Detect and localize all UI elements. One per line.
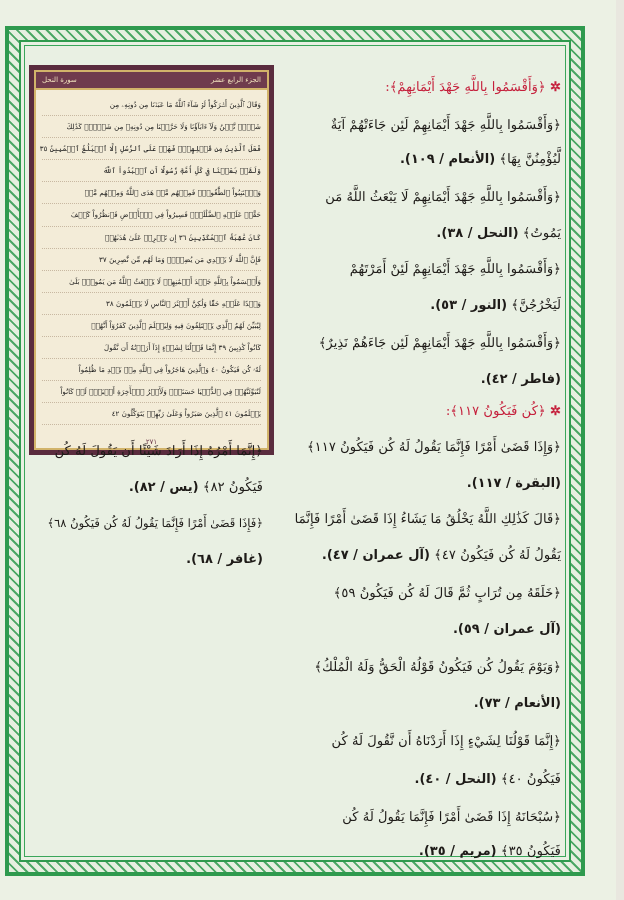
decorative-border [5,26,585,876]
mushaf-line: حَقَّتۡ عَلَيۡهِ ٱلضَّلَٰلَةُۚ فَسِيرُواْ فِي ٱلۡأَرۡضِ فَٱنظُرُواْ كَيۡفَ [42,204,261,226]
verse-line [27,480,263,495]
verse-reference: (مريم / ٣٥). [418,844,497,859]
verse-line: ﴿سُبْحَانَهُ إِذَا قَضَىٰ أَمْرًا فَإِنَّمَا يَقُولُ لَهُ كُن [342,810,561,825]
mushaf-line: فَعَلَ ٱلَّذِينَ مِن قَبۡلِهِمۡۚ فَهَلۡ عَلَى ٱلرُّسُلِ إِلَّا ٱلۡبَلَٰغُ ٱلۡمُبِينُ ٣٥ [42,138,261,160]
mushaf-line: وَعۡدًا عَلَيۡهِ حَقّٗا وَلَٰكِنَّ أَكۡثَرَ ٱلنَّاسِ لَا يَعۡلَمُونَ ٣٨ [42,293,261,315]
verse-reference: (يس / ٨٢). [128,480,199,495]
mushaf-line: كَانَ عَٰقِبَةُ ٱلۡمُكَذِّبِينَ ٣٦ إِن تَحۡرِصۡ عَلَىٰ هُدَىٰهُمۡ [42,227,261,249]
verse-reference: (غافر / ٦٨). [186,552,263,567]
verse-line: ﴿فَإِذَا قَضَىٰ أَمْرًا فَإِنَّمَا يَقُولُ لَهُ كُن فَيَكُونُ ٦٨﴾ [47,516,263,530]
verse-line [467,476,561,491]
verse-line: ﴿وَيَوْمَ يَقُولُ كُن فَيَكُونُ قَوْلُهُ الْحَقُّ وَلَهُ الْمُلْكُ﴾ [314,660,561,675]
mushaf-line: لِيُبَيِّنَ لَهُمُ ٱلَّذِي يَخۡتَلِفُونَ فِيهِ وَلِيَعۡلَمَ ٱلَّذِينَ كَفَرُوٓاْ أَنَّهُمۡ [42,315,261,337]
verse-text: يَقُولُ لَهُ كُن فَيَكُونُ ٤٧﴾ [434,548,561,563]
mushaf-surah-label: سورة النحل [42,76,77,84]
verse-text: لَّيُؤْمِنُنَّ بِهَا﴾ [499,152,561,167]
verse-line [322,548,561,563]
verse-text: يَمُوتُ﴾ [522,226,561,241]
mushaf-line: وَلَقَدۡ بَعَثۡنَا فِي كُلِّ أُمَّةٖ رَّسُولًا أَنِ ٱعۡبُدُواْ ٱللَّهَ [42,160,261,182]
content-panel [19,40,571,862]
mushaf-page-frame [34,70,269,450]
mushaf-juz-label: الجزء الرابع عشر [210,76,261,84]
verse-line: ﴿قَالَ كَذَٰلِكِ اللَّهُ يَخْلُقُ مَا يَشَاءُ إِذَا قَضَىٰ أَمْرًا فَإِنَّمَا [294,512,561,527]
verse-reference: (النحل / ٣٨). [436,226,519,241]
mushaf-line: وَٱجۡتَنِبُواْ ٱلطَّٰغُوتَۖ فَمِنۡهُم مَّنۡ هَدَى ٱللَّهُ وَمِنۡهُم مَّنۡ [42,182,261,204]
verse-text: فَيَكُونُ ٤٠﴾ [500,772,561,787]
mushaf-line: فَإِنَّ ٱللَّهَ لَا يَهۡدِي مَن يُضِلُّۖ وَمَا لَهُم مِّن نَّٰصِرِينَ ٣٧ [42,249,261,271]
mushaf-line: لَنُبَوِّئَنَّهُمۡ فِي ٱلدُّنۡيَا حَسَنَةٗۖ وَلَأَجۡرُ ٱلۡأٓخِرَةِ أَكۡبَرُۚ لَوۡ كَانُواْ [42,381,261,403]
verse-text: لَيَخْرُجُنَّ﴾ [511,298,561,313]
heading-text: ﴿كُن فَيَكُونُ ١١٧﴾: [445,404,546,419]
verse-line: ﴿خَلَقَهُ مِن تُرَابٍ ثُمَّ قَالَ لَهُ كُن فَيَكُونُ ٥٩﴾ [333,586,561,601]
verse-reference: (آل عمران / ٤٧). [321,548,430,563]
verse-reference: (النور / ٥٣). [430,298,508,313]
verse-reference: (النحل / ٤٠). [414,772,497,787]
verse-line: ﴿إِنَّمَا أَمْرُهُ إِذَا أَرَادَ شَيْئًا أَن يَقُولَ لَهُ كُن [54,444,263,459]
verse-line [436,226,561,241]
heading-kun-fayakun [446,404,561,419]
verse-line [419,844,561,859]
verse-reference: (الأنعام / ١٠٩). [399,152,496,167]
verse-line: ﴿وَأَقْسَمُوا بِاللَّهِ جَهْدَ أَيْمَانِهِمْ لَا يَبْعَثُ اللَّهُ مَن [325,190,561,205]
mushaf-header [36,72,267,90]
verse-text: فَيَكُونُ ٨٢﴾ [202,480,263,495]
verse-reference: (فاطر / ٤٢). [480,372,561,387]
verse-line [430,298,561,313]
verse-line [400,152,561,167]
mushaf-page-number: ٢٧١ [145,438,158,446]
verse-line: ﴿إِنَّمَا قَوْلُنَا لِشَيْءٍ إِذَا أَرَدْنَاهُ أَن نَّقُولَ لَهُ كُن [331,734,561,749]
verse-line: ﴿وَأَقْسَمُوا بِاللَّهِ جَهْدَ أَيْمَانِهِمْ لَئِنْ أَمَرْتَهُمْ [349,262,561,277]
verse-line [453,622,561,637]
star-icon: ✲ [549,404,561,419]
verse-reference: (آل عمران / ٥٩). [452,622,561,637]
verse-line [481,372,561,387]
verse-reference: (البقرة / ١١٧). [466,476,561,491]
mushaf-page-image [29,65,274,455]
mushaf-text [36,90,267,425]
verse-line: ﴿وَأَقْسَمُوا بِاللَّهِ جَهْدَ أَيْمَانِهِمْ لَئِن جَاءَهُمْ نَذِيرٌ﴾ [318,336,561,351]
verse-line: ﴿وَإِذَا قَضَىٰ أَمْرًا فَإِنَّمَا يَقُولُ لَهُ كُن فَيَكُونُ ١١٧﴾ [306,440,561,455]
mushaf-line: لَهُۥ كُن فَيَكُونُ ٤٠ وَٱلَّذِينَ هَاجَرُواْ فِي ٱللَّهِ مِنۢ بَعۡدِ مَا ظُلِمُواْ [42,359,261,381]
verse-reference: (الأنعام / ٧٣). [473,696,561,711]
mushaf-line: كَانُواْ كَٰذِبِينَ ٣٩ إِنَّمَا قَوۡلُنَا لِشَيۡءٍ إِذَآ أَرَدۡنَٰهُ أَن نَّقُولَ [42,337,261,359]
mushaf-line: وَأَقۡسَمُواْ بِٱللَّهِ جَهۡدَ أَيۡمَٰنِهِمۡ لَا يَبۡعَثُ ٱللَّهُ مَن يَمُوتُۚ بَلَىٰ [42,271,261,293]
star-icon: ✲ [549,80,561,95]
heading-aqsamu [385,80,561,95]
mushaf-line: وَقَالَ ٱلَّذِينَ أَشۡرَكُواْ لَوۡ شَآءَ ٱللَّهُ مَا عَبَدۡنَا مِن دُونِهِۦ مِن [42,94,261,116]
verse-line: ﴿وَأَقْسَمُوا بِاللَّهِ جَهْدَ أَيْمَانِهِمْ لَئِن جَاءَتْهُمْ آيَةٌ [330,118,561,133]
mushaf-line: شَيۡءٖ نَّحۡنُ وَلَآ ءَابَآؤُنَا وَلَا حَرَّمۡنَا مِن دُونِهِۦ مِن شَيۡءٖۚ كَذَٰلِكَ [42,116,261,138]
verse-line [415,772,562,787]
heading-text: ﴿وَأَقْسَمُوا بِاللَّهِ جَهْدَ أَيْمَانِهِمْ﴾: [385,80,546,95]
mushaf-line: يَعۡلَمُونَ ٤١ ٱلَّذِينَ صَبَرُواْ وَعَلَىٰ رَبِّهِمۡ يَتَوَكَّلُونَ ٤٢ [42,403,261,425]
verse-line [27,552,263,567]
verse-line [474,696,561,711]
verse-text: فَيَكُونُ ٣٥﴾ [500,844,561,859]
